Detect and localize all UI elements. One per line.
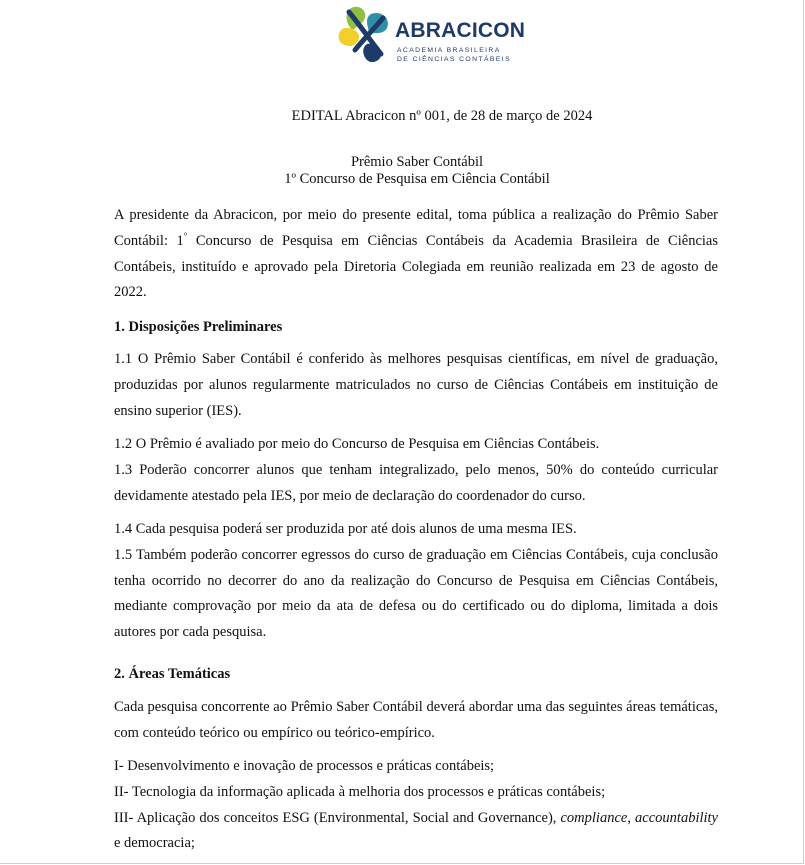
abracicon-logo-mark-icon xyxy=(337,4,395,64)
section-1-heading: 1. Disposições Preliminares xyxy=(114,319,283,335)
clause-1-2-text: 1.2 O Prêmio é avaliado por meio do Concurso de Pesquisa em Ciências Contábeis. xyxy=(114,436,600,452)
item-iii-compliance: compliance xyxy=(560,809,628,826)
list-item: I- Desenvolvimento e inovação de processos e práticas contábeis; xyxy=(114,758,495,774)
item-iii-text-3: e democracia; xyxy=(114,835,195,852)
prize-title-block xyxy=(0,154,805,188)
clause-1-5-text: 1.5 Também poderão concorrer egressos do curso de graduação em Ciências Contábeis, cuja conclusão tenha ocorrido no decorrer do ano da realização do Concurso de Pesquisa em Ciências Contábeis, mediante comprovação por meio da ata de defesa ou do certificado ou do diploma, limitada a dois autores por cada pesquisa. xyxy=(114,546,718,641)
item-iii-text-2: , xyxy=(627,809,636,826)
clause-1-2-1-3 xyxy=(114,432,718,509)
section-2-intro xyxy=(114,695,718,747)
section-2-intro-text: Cada pesquisa concorrente ao Prêmio Saber Contábil deverá abordar uma das seguintes áreas temáticas, com conteúdo teórico ou empírico ou teórico-empírico. xyxy=(114,699,718,741)
clause-1-1 xyxy=(114,347,718,424)
list-item xyxy=(114,806,718,858)
logo-wordmark: ABRACICON xyxy=(395,19,526,42)
intro-text-2: Concurso de Pesquisa em Ciências Contábeis da Academia Brasileira de Ciências Contábeis, instituído e aprovado pela Diretoria Colegiada em reunião realizada em 23 de agosto de 2022. xyxy=(114,232,718,301)
logo-subtitle-line2: DE CIÊNCIAS CONTÁBEIS xyxy=(397,56,511,63)
item-iii-text-1: III- Aplicação dos conceitos ESG (Environmental, Social and Governance), xyxy=(114,809,561,826)
section-2-heading: 2. Áreas Temáticas xyxy=(114,666,231,682)
clause-1-4-text: 1.4 Cada pesquisa poderá ser produzida por até dois alunos de uma mesma IES. xyxy=(114,521,577,537)
prize-title: Prêmio Saber Contábil xyxy=(350,154,484,170)
intro-text-1: A presidente da Abracicon, por meio do presente edital, toma pública a realização do Prêmio Saber Contábil: 1 xyxy=(114,207,718,249)
contest-title: 1º Concurso de Pesquisa em Ciência Contábil xyxy=(284,171,550,187)
intro-superscript: ° xyxy=(183,230,188,241)
abracicon-logo xyxy=(337,4,526,66)
item-iii-accountability: accountability xyxy=(635,809,718,826)
clause-1-4-1-5 xyxy=(114,517,718,646)
clause-1-1-text: 1.1 O Prêmio Saber Contábil é conferido às melhores pesquisas científicas, em nível de graduação, produzidas por alunos regularmente matriculados no curso de Ciências Contábeis em instituição de ensino superior (IES). xyxy=(114,351,718,419)
intro-paragraph xyxy=(114,203,718,306)
clause-1-3-text: 1.3 Poderão concorrer alunos que tenham integralizado, pelo menos, 50% do conteúdo curricular devidamente atestado pela IES, por meio de declaração do coordenador do curso. xyxy=(114,461,718,504)
logo-subtitle-line1: ACADEMIA BRASILEIRA xyxy=(397,47,501,54)
list-item: II- Tecnologia da informação aplicada à melhoria dos processos e práticas contábeis; xyxy=(114,783,606,800)
edital-title: EDITAL Abracicon nº 001, de 28 de março de 2024 xyxy=(291,108,593,124)
thematic-areas-list xyxy=(114,754,718,857)
